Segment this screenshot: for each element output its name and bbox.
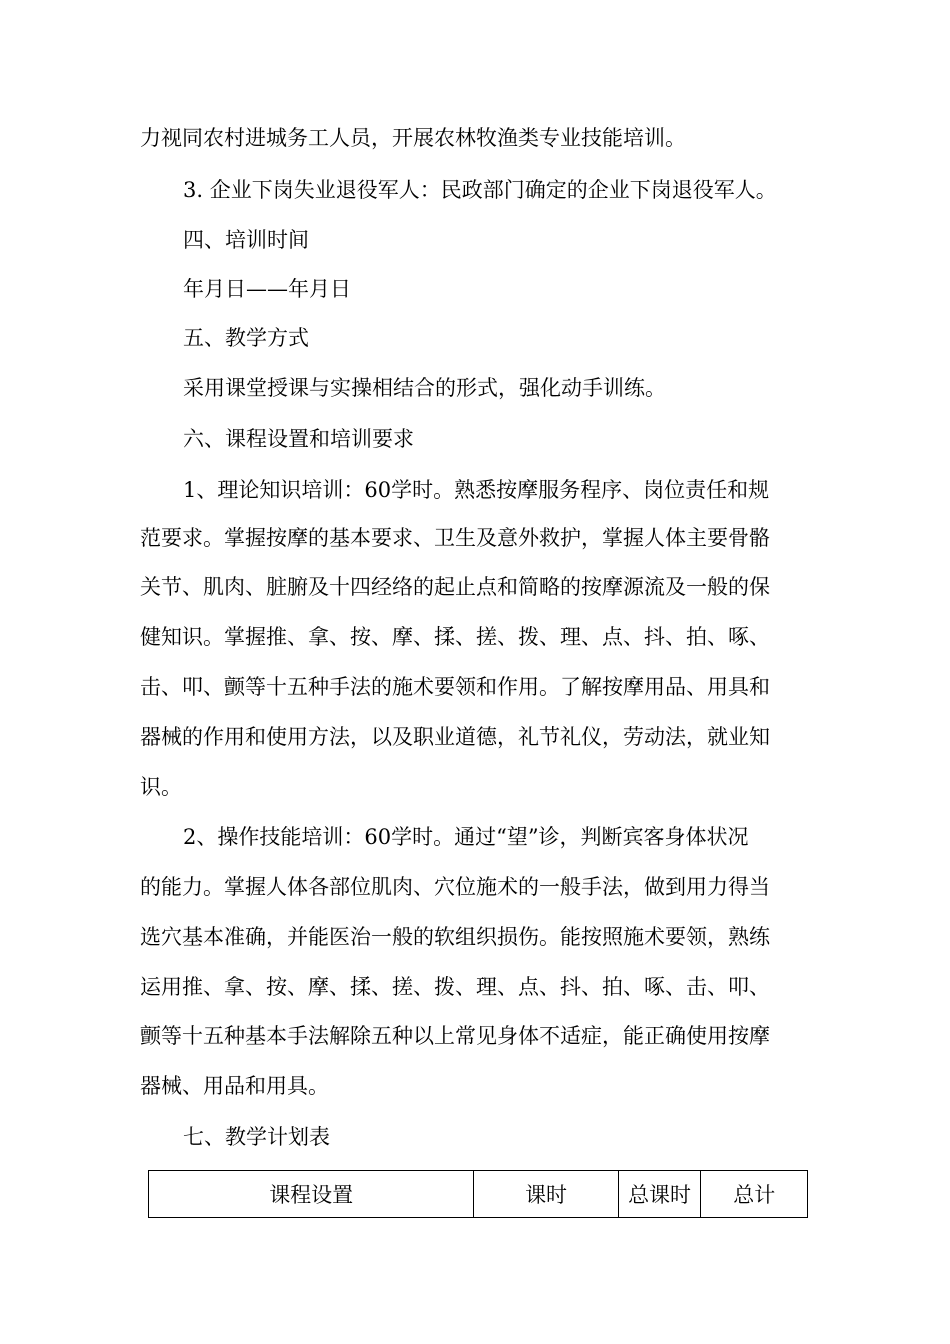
paragraph-line: 识。 <box>140 775 182 799</box>
paragraph-line: 2、操作技能培训：60学时。通过“望”诊，判断宾客身体状况 <box>183 825 749 849</box>
section-heading: 七、教学计划表 <box>183 1125 330 1149</box>
paragraph-line: 击、叩、颤等十五种手法的施术要领和作用。了解按摩用品、用具和 <box>140 675 770 699</box>
paragraph-line: 年月日——年月日 <box>183 277 351 301</box>
paragraph-line: 3. 企业下岗失业退役军人：民政部门确定的企业下岗退役军人。 <box>183 178 777 202</box>
header-cell-total: 总计 <box>701 1171 808 1218</box>
paragraph-line: 选穴基本准确，并能医治一般的软组织损伤。能按照施术要领，熟练 <box>140 925 770 949</box>
table-header-row <box>149 1171 808 1218</box>
section-heading: 四、培训时间 <box>183 228 309 252</box>
paragraph-line: 力视同农村进城务工人员，开展农林牧渔类专业技能培训。 <box>140 126 686 150</box>
teaching-plan-table <box>148 1170 808 1218</box>
paragraph-line: 采用课堂授课与实操相结合的形式，强化动手训练。 <box>183 376 666 400</box>
paragraph-line: 的能力。掌握人体各部位肌肉、穴位施术的一般手法，做到用力得当 <box>140 875 770 899</box>
paragraph-line: 1、理论知识培训：60学时。熟悉按摩服务程序、岗位责任和规 <box>183 478 770 502</box>
paragraph-line: 关节、肌肉、脏腑及十四经络的起止点和简略的按摩源流及一般的保 <box>140 575 770 599</box>
section-heading: 六、课程设置和培训要求 <box>183 427 414 451</box>
header-cell-total-hours: 总课时 <box>618 1171 701 1218</box>
paragraph-line: 颤等十五种基本手法解除五种以上常见身体不适症，能正确使用按摩 <box>140 1024 770 1048</box>
paragraph-line: 范要求。掌握按摩的基本要求、卫生及意外救护，掌握人体主要骨骼 <box>140 526 770 550</box>
section-heading: 五、教学方式 <box>183 326 309 350</box>
header-cell-hours: 课时 <box>474 1171 618 1218</box>
paragraph-line: 运用推、拿、按、摩、揉、搓、拨、理、点、抖、拍、啄、击、叩、 <box>140 975 770 999</box>
header-cell-course: 课程设置 <box>149 1171 474 1218</box>
paragraph-line: 器械、用品和用具。 <box>140 1074 329 1098</box>
paragraph-line: 健知识。掌握推、拿、按、摩、揉、搓、拨、理、点、抖、拍、啄、 <box>140 625 770 649</box>
paragraph-line: 器械的作用和使用方法，以及职业道德，礼节礼仪，劳动法，就业知 <box>140 725 770 749</box>
